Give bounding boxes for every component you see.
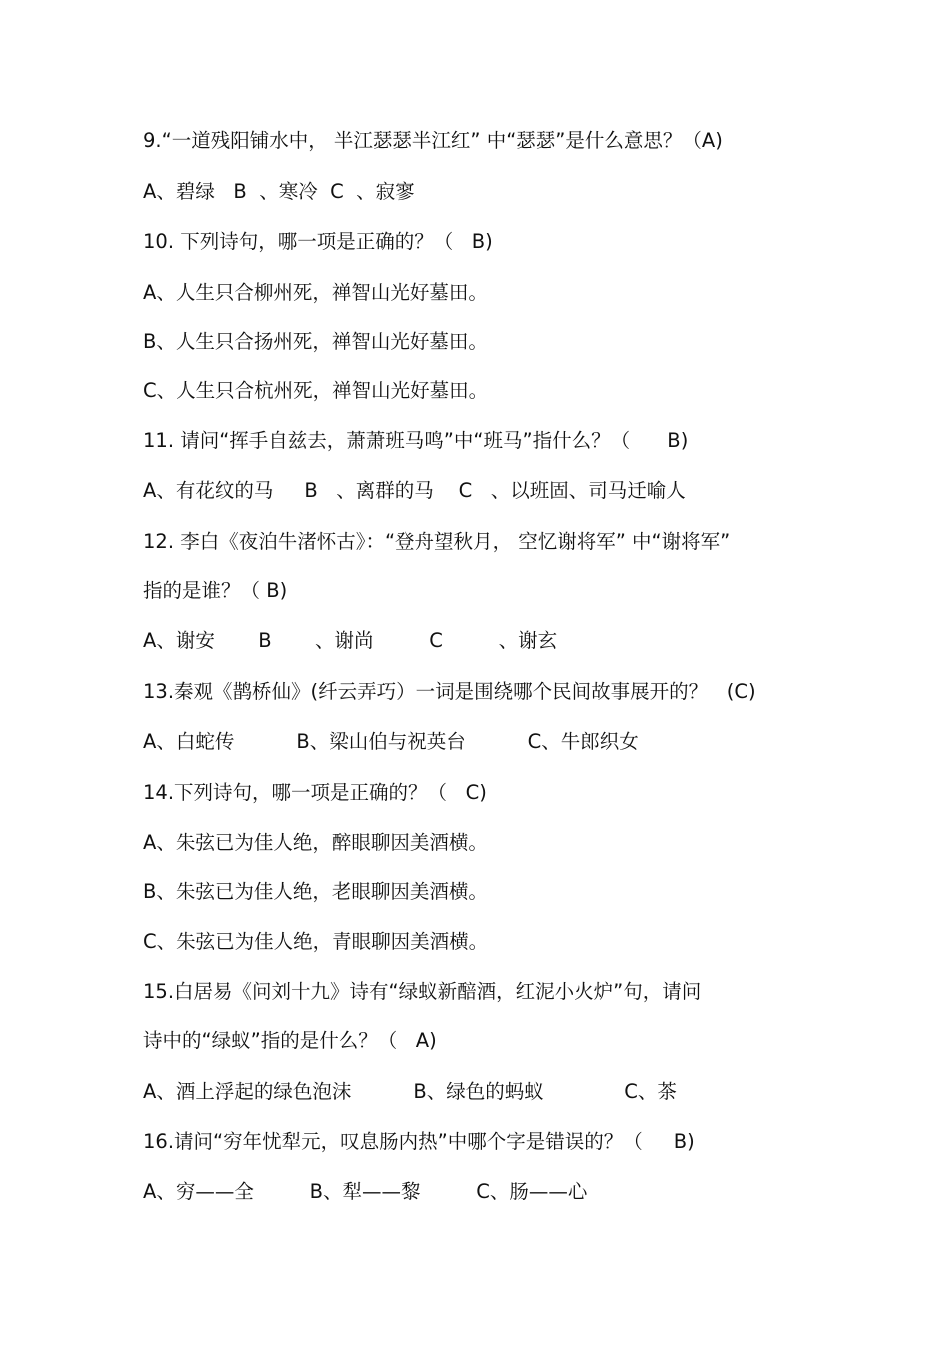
- options-16: A、穷——全 B、犁——黎 C、肠——心: [143, 1180, 588, 1203]
- question-16: 16.请问“穷年忧犁元，叹息肠内热”中哪个字是错误的？（ B): [143, 1130, 695, 1153]
- option-14-c: C、朱弦已为佳人绝，青眼聊因美酒横。: [143, 930, 489, 953]
- option-14-b: B、朱弦已为佳人绝，老眼聊因美酒横。: [143, 880, 488, 903]
- question-15: 15.白居易《问刘十九》诗有“绿蚁新醅酒，红泥小火炉”句，请问: [143, 980, 702, 1003]
- question-9: 9.“一道残阳铺水中， 半江瑟瑟半江红” 中“瑟瑟”是什么意思？（A): [143, 129, 723, 152]
- options-12: A、谢安 B 、谢尚 C 、谢玄: [143, 629, 558, 652]
- options-11: A、有花纹的马 B 、离群的马 C 、以班固、司马迁喻人: [143, 479, 686, 502]
- question-15-cont: 诗中的“绿蚁”指的是什么？（ A): [143, 1029, 437, 1052]
- question-12-cont: 指的是谁？（ B): [143, 579, 288, 602]
- question-11: 11. 请问“挥手自兹去，萧萧班马鸣”中“班马”指什么？（ B): [143, 429, 689, 452]
- options-9: A、碧绿 B 、寒冷 C 、寂寥: [143, 180, 415, 203]
- question-13: 13.秦观《鹊桥仙》(纤云弄巧）一词是围绕哪个民间故事展开的？ (C): [143, 680, 756, 703]
- question-10: 10. 下列诗句，哪一项是正确的？（ B): [143, 230, 493, 253]
- option-10-b: B、人生只合扬州死，禅智山光好墓田。: [143, 330, 488, 353]
- question-12: 12. 李白《夜泊牛渚怀古》：“登舟望秋月， 空忆谢将军” 中“谢将军”: [143, 530, 731, 553]
- option-10-a: A、人生只合柳州死，禅智山光好墓田。: [143, 281, 488, 304]
- option-10-c: C、人生只合杭州死，禅智山光好墓田。: [143, 379, 489, 402]
- question-14: 14.下列诗句，哪一项是正确的？（ C): [143, 781, 487, 804]
- options-15: A、酒上浮起的绿色泡沫 B、绿色的蚂蚁 C、茶: [143, 1080, 677, 1103]
- options-13: A、白蛇传 B、梁山伯与祝英台 C、牛郎织女: [143, 730, 639, 753]
- option-14-a: A、朱弦已为佳人绝，醉眼聊因美酒横。: [143, 831, 488, 854]
